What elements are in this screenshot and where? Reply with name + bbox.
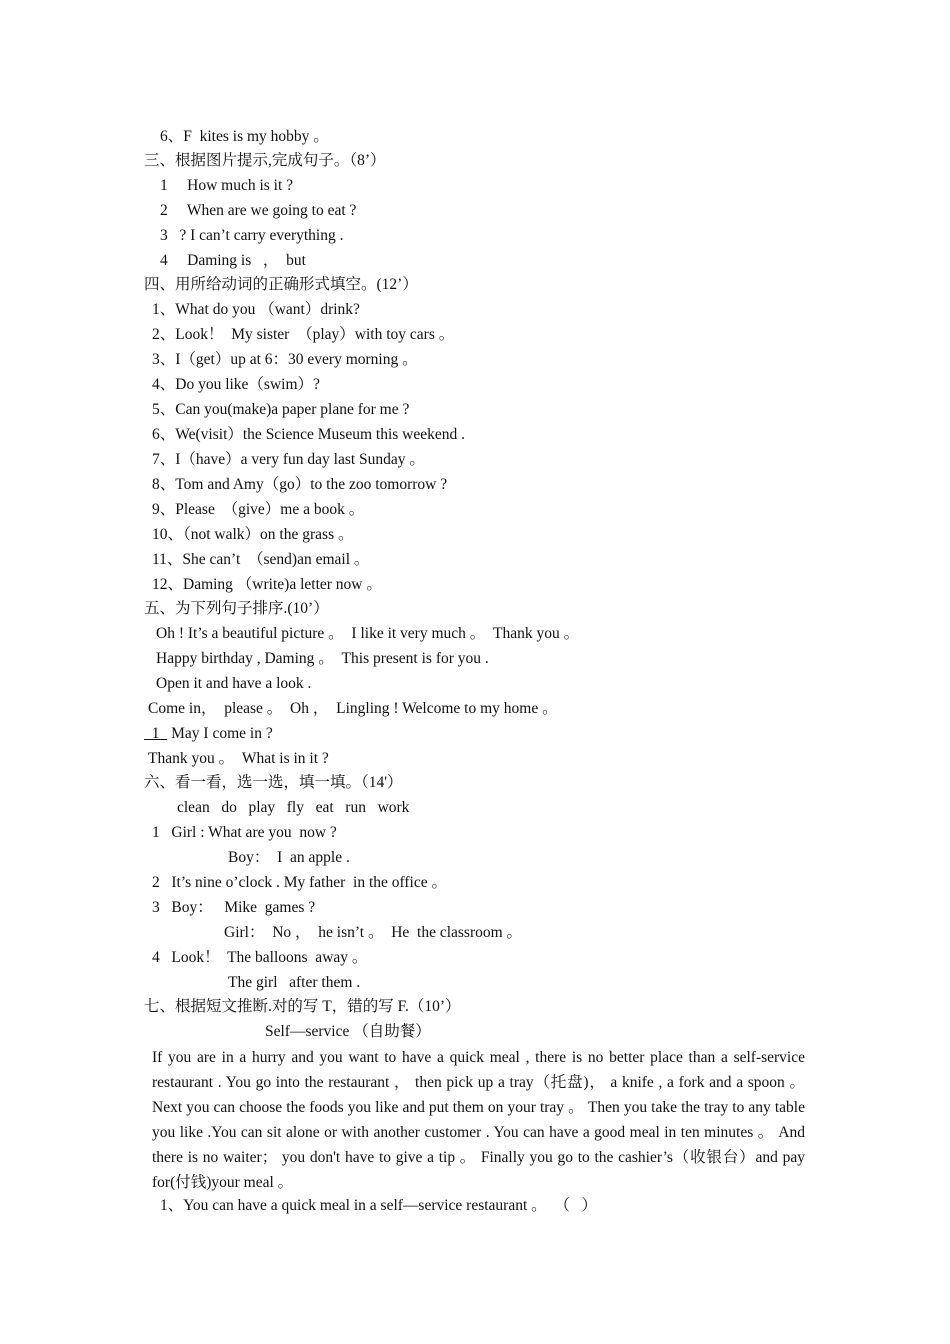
exercise-line [144, 724, 273, 744]
exercise-line: 4、Do you like（swim）? [152, 376, 320, 393]
exercise-line: The girl after them . [228, 974, 361, 991]
section-heading: 四、用所给动词的正确形式填空。(12’） [144, 276, 418, 293]
exercise-line: 3 Boy： Mike games ? [152, 899, 316, 916]
exercise-line: 6、F kites is my hobby 。 [160, 128, 329, 145]
word-bank: clean do play fly eat run work [177, 799, 410, 816]
exercise-line: Boy： I an apple . [228, 849, 350, 866]
passage-title: Self—service （自助餐） [265, 1023, 431, 1040]
exercise-line: 7、I（have）a very fun day last Sunday 。 [152, 451, 425, 468]
exercise-line: 4 Daming is ， but [160, 252, 306, 269]
exercise-line: 11、She can’t （send)an email 。 [152, 551, 370, 568]
answer-blank: 1 [144, 725, 168, 742]
exercise-line: 2 It’s nine o’clock . My father in the office 。 [152, 874, 447, 891]
exercise-line: 1 How much is it ? [160, 177, 294, 194]
exercise-line: 6、We(visit）the Science Museum this weekend . [152, 426, 465, 443]
section-heading: 六、看一看，选一选，填一填。（14'） [144, 774, 403, 791]
exercise-line: 5、Can you(make)a paper plane for me ? [152, 401, 410, 418]
exercise-line: 9、Please （give）me a book 。 [152, 501, 365, 518]
section-heading: 三、根据图片提示,完成句子。（8’） [144, 152, 386, 169]
exercise-line: Thank you 。 What is in it ? [148, 750, 329, 767]
exercise-line: Open it and have a look . [156, 675, 312, 692]
exercise-line: Girl： No ， he isn’t 。 He the classroom 。 [224, 924, 523, 941]
exercise-text: May I come in ? [167, 725, 273, 742]
exercise-line: 2、Look！ My sister （play）with toy cars 。 [152, 326, 455, 343]
section-heading: 七、根据短文推断.对的写 T，错的写 F.（10’） [144, 998, 461, 1015]
exercise-line: Oh ! It’s a beautiful picture 。 I like it very much 。 Thank you 。 [156, 625, 580, 642]
section-heading: 五、为下列句子排序.(10’） [144, 600, 329, 617]
reading-passage: If you are in a hurry and you want to have a quick meal , there is no better place than a self-service restaurant . You go into the restaurant ， then pick up a tray（托盘)， a knife , a fork and a spoon 。 Next you can choose the foods you like and put them on your tray 。 Then you take the tray to any table you like .You can sit alone or with another customer . You can have a good meal in ten minutes 。 And there is no waiter； you don't have to give a tip 。 Finally you go to the cashier’s（收银台）and pay for(付钱)your meal 。 [152, 1049, 805, 1191]
exercise-line: Come in， please 。 Oh ， Lingling ! Welcome to my home 。 [148, 700, 558, 717]
exercise-line: 12、Daming （write)a letter now 。 [152, 576, 382, 593]
exercise-line: 10、（not walk）on the grass 。 [152, 526, 354, 543]
exercise-line: 3、I（get）up at 6：30 every morning 。 [152, 351, 418, 368]
exercise-line: 1、What do you （want）drink? [152, 301, 360, 318]
exercise-line: 1 Girl : What are you now ? [152, 824, 337, 841]
exercise-line: 4 Look！ The balloons away 。 [152, 949, 368, 966]
exercise-line: 1、You can have a quick meal in a self—service restaurant 。 （ ） [160, 1197, 598, 1214]
exercise-line: 8、Tom and Amy（go）to the zoo tomorrow ? [152, 476, 448, 493]
exercise-line: Happy birthday , Daming 。 This present is for you . [156, 650, 489, 667]
exercise-line: 2 When are we going to eat ? [160, 202, 357, 219]
exercise-line: 3 ? I can’t carry everything . [160, 227, 344, 244]
